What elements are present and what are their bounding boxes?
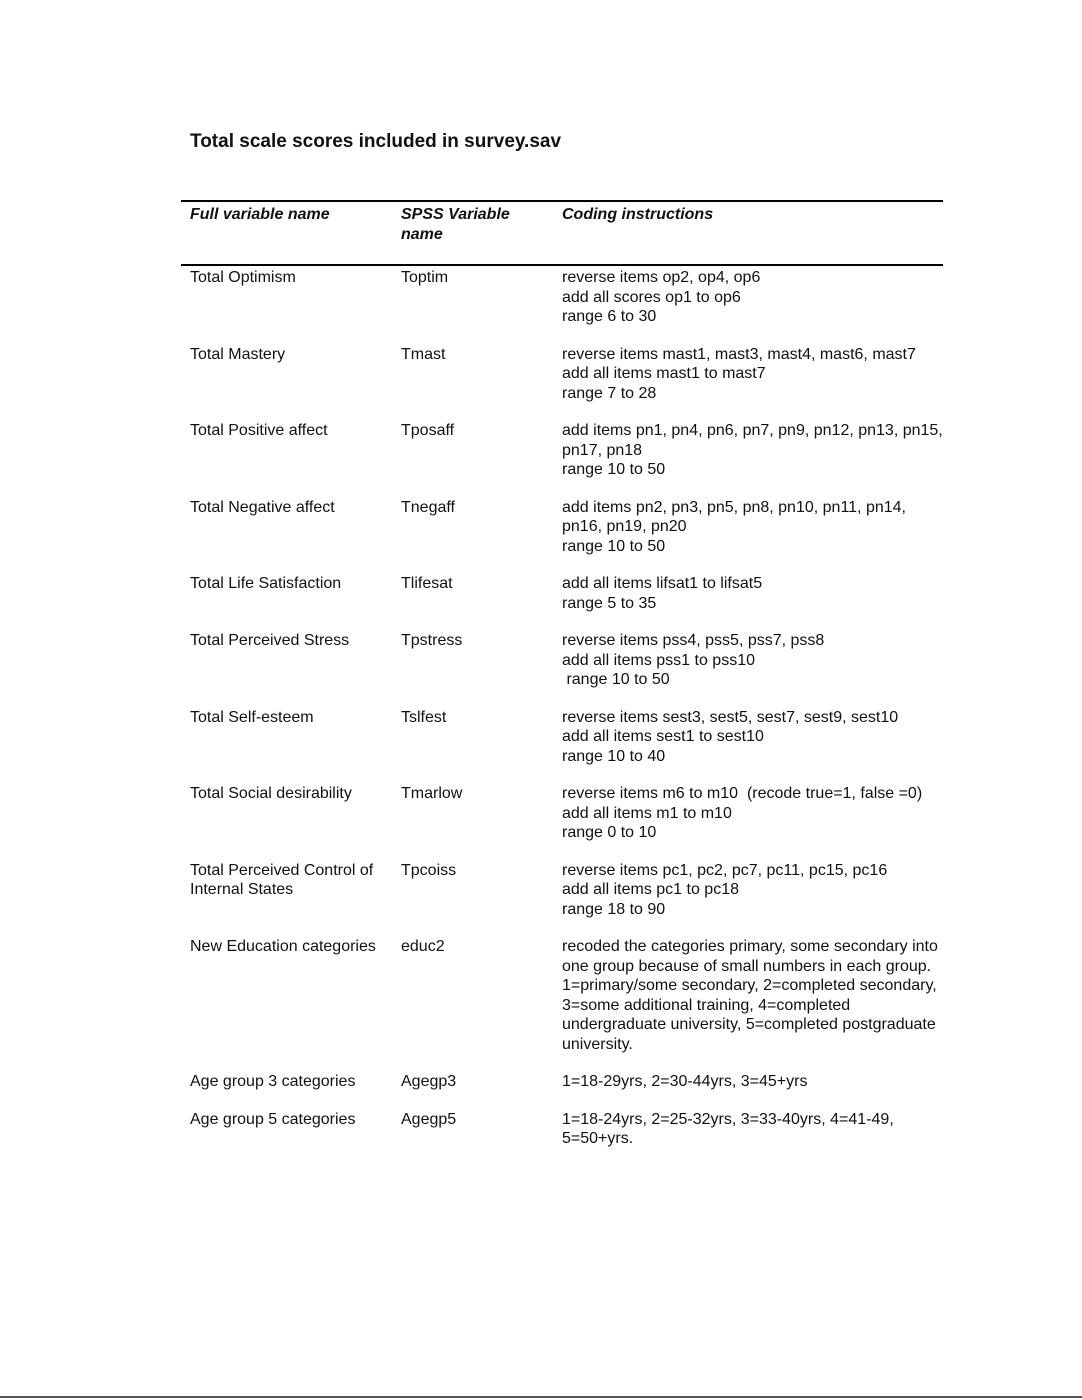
- table-row: [181, 861, 943, 938]
- coding-instruction-line: add all items mast1 to mast7: [562, 365, 766, 382]
- spss-variable-name-cell: Toptim: [401, 269, 449, 286]
- coding-instruction-line: add all items m1 to m10: [562, 804, 732, 822]
- scale-scores-table: [181, 200, 948, 1167]
- full-variable-name-cell: Total Perceived Stress: [190, 632, 350, 649]
- coding-instructions-cell: [553, 498, 943, 575]
- coding-instruction-line: add items pn1, pn4, pn6, pn7, pn9, pn12, pn13, pn15, pn17, pn18: [562, 422, 948, 459]
- full-variable-name-cell: Total Negative affect: [190, 498, 335, 516]
- coding-instruction-line: add all items pc1 to pc18: [562, 881, 739, 898]
- coding-instructions-cell: [553, 784, 943, 861]
- full-variable-name-cell: Total Self-esteem: [190, 708, 314, 726]
- full-variable-name-cell: Total Optimism: [190, 269, 296, 286]
- coding-instruction-line: 1=18-24yrs, 2=25-32yrs, 3=33-40yrs, 4=41-49, 5=50+yrs.: [562, 1110, 899, 1147]
- coding-instruction-line: add all items sest1 to sest10: [562, 728, 764, 745]
- coding-instructions-cell: [553, 574, 943, 631]
- table-body: [181, 265, 948, 1167]
- coding-instructions-cell: [553, 421, 948, 498]
- coding-instruction-line: reverse items pss4, pss5, pss7, pss8: [562, 632, 825, 649]
- spss-variable-name-cell: Tlifesat: [401, 575, 453, 592]
- spss-variable-name-cell: Tposaff: [401, 422, 455, 439]
- coding-instructions-cell: [553, 631, 943, 708]
- table-row: [181, 265, 943, 345]
- full-variable-name-cell: Age group 5 categories: [190, 1110, 356, 1128]
- table-row: [181, 498, 943, 575]
- coding-instructions-cell: [553, 861, 943, 938]
- full-variable-name-cell: New Education categories: [190, 938, 376, 955]
- coding-instruction-line: range 6 to 30: [562, 308, 657, 325]
- coding-instruction-line: add items pn2, pn3, pn5, pn8, pn10, pn11, pn14, pn16, pn19, pn20: [562, 498, 911, 535]
- spss-variable-name-cell: Tnegaff: [401, 498, 455, 516]
- header-row: [181, 201, 943, 265]
- coding-instruction-line: 1=18-29yrs, 2=30-44yrs, 3=45+yrs: [562, 1073, 808, 1090]
- spss-variable-name-cell: Tmast: [401, 345, 446, 363]
- table-row: [181, 421, 943, 498]
- table-row: [181, 708, 943, 785]
- table-header: [181, 201, 943, 265]
- spss-variable-name-cell: Agegp3: [401, 1073, 457, 1090]
- table-row: [181, 784, 943, 861]
- full-variable-name-cell: Total Social desirability: [190, 785, 352, 802]
- coding-instructions-cell: [553, 1072, 943, 1110]
- table-row: [181, 1110, 943, 1167]
- coding-instruction-line: range 5 to 35: [562, 594, 657, 612]
- coding-instruction-line: reverse items op2, op4, op6: [562, 269, 761, 286]
- coding-instruction-line: range 10 to 40: [562, 747, 666, 765]
- coding-instruction-line: reverse items mast1, mast3, mast4, mast6, mast7: [562, 345, 916, 363]
- header-coding-instructions: Coding instructions: [562, 206, 714, 223]
- coding-instruction-line: reverse items sest3, sest5, sest7, sest9, sest10: [562, 708, 899, 726]
- full-variable-name-cell: Total Positive affect: [190, 422, 328, 439]
- coding-instructions-cell: [553, 708, 943, 785]
- coding-instruction-line: range 10 to 50: [562, 671, 670, 688]
- scale-scores-table-wrap: [181, 200, 948, 1167]
- table-row: [181, 345, 943, 422]
- coding-instruction-line: reverse items m6 to m10 (recode true=1, false =0): [562, 785, 923, 802]
- spss-variable-name-cell: Tslfest: [401, 708, 447, 726]
- spss-variable-name-cell: Tmarlow: [401, 785, 463, 802]
- header-spss-variable-name: SPSS Variable name: [401, 206, 510, 243]
- page-bottom-rule: [0, 1396, 1082, 1398]
- table-row: [181, 574, 943, 631]
- coding-instruction-line: range 0 to 10: [562, 824, 657, 841]
- table-row: [181, 937, 943, 1072]
- coding-instruction-line: 1=primary/some secondary, 2=completed secondary, 3=some additional training, 4=completed undergraduate university, 5=completed postgraduate university.: [562, 977, 942, 1053]
- spss-variable-name-cell: Tpstress: [401, 632, 463, 649]
- coding-instruction-line: range 7 to 28: [562, 384, 657, 402]
- coding-instruction-line: range 18 to 90: [562, 900, 666, 918]
- page-title: Total scale scores included in survey.sav: [190, 131, 562, 152]
- coding-instruction-line: add all scores op1 to op6: [562, 288, 741, 306]
- coding-instructions-cell: [553, 345, 943, 422]
- spss-variable-name-cell: Tpcoiss: [401, 861, 457, 879]
- spss-variable-name-cell: educ2: [401, 938, 445, 955]
- coding-instruction-line: range 10 to 50: [562, 461, 666, 478]
- coding-instruction-line: add all items pss1 to pss10: [562, 651, 755, 669]
- table-row: [181, 1072, 943, 1110]
- coding-instruction-line: range 10 to 50: [562, 537, 666, 555]
- full-variable-name-cell: Total Life Satisfaction: [190, 575, 342, 592]
- coding-instructions-cell: [553, 1110, 943, 1167]
- coding-instruction-line: reverse items pc1, pc2, pc7, pc11, pc15, pc16: [562, 861, 888, 879]
- full-variable-name-cell: Total Perceived Control of Internal States: [190, 861, 374, 898]
- coding-instructions-cell: [553, 265, 943, 345]
- full-variable-name-cell: Total Mastery: [190, 345, 286, 363]
- coding-instruction-line: add all items lifsat1 to lifsat5: [562, 575, 763, 592]
- coding-instructions-cell: [553, 937, 943, 1072]
- header-full-variable-name: Full variable name: [190, 206, 330, 223]
- table-row: [181, 631, 943, 708]
- coding-instruction-line: recoded the categories primary, some secondary into one group because of small numbers in each group.: [562, 938, 943, 975]
- spss-variable-name-cell: Agegp5: [401, 1110, 457, 1128]
- full-variable-name-cell: Age group 3 categories: [190, 1073, 356, 1090]
